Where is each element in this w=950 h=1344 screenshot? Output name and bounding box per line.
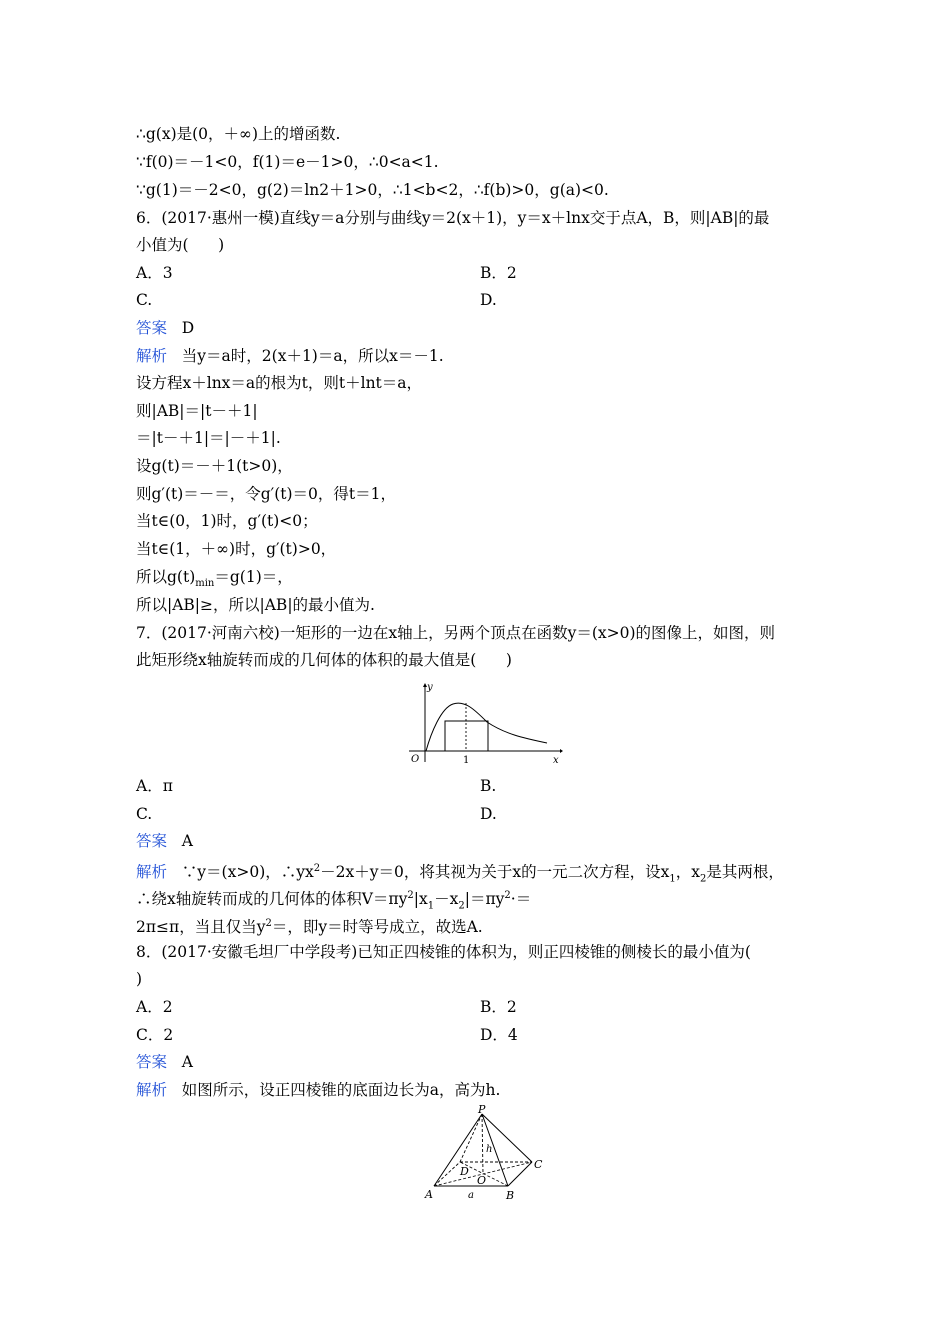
analysis-label: 解析 bbox=[136, 1081, 168, 1099]
text-line: 当t∈(1，＋∞)时，g′(t)>0， bbox=[136, 540, 337, 558]
option-c: C．2 bbox=[136, 1026, 174, 1044]
text-fragment: ＝，即y＝时等号成立，故选A. bbox=[271, 918, 483, 937]
analysis-line bbox=[136, 346, 444, 366]
tick-1-label: 1 bbox=[463, 755, 470, 766]
text-line: 则g′(t)＝－＝，令g′(t)＝0，得t＝1， bbox=[136, 485, 396, 503]
question-6-stem-cont: 小值为( ) bbox=[136, 236, 225, 254]
analysis-line bbox=[136, 859, 784, 889]
text-fragment: ，x bbox=[675, 863, 700, 882]
text-fragment: 是其两根， bbox=[706, 863, 784, 882]
analysis-label: 解析 bbox=[136, 863, 168, 882]
text-line bbox=[136, 567, 293, 594]
option-b: B．2 bbox=[480, 264, 517, 282]
function-graph-figure bbox=[405, 678, 565, 768]
text-fragment: ·＝ bbox=[510, 890, 532, 909]
text-line: 则|AB|＝|t－＋1| bbox=[136, 402, 258, 420]
option-c: C. bbox=[136, 805, 153, 823]
height-line bbox=[482, 1114, 483, 1174]
option-d: D. bbox=[480, 805, 497, 823]
text-fragment: －x bbox=[434, 890, 459, 909]
x-axis-arrow bbox=[560, 749, 563, 753]
text-fragment: －2x＋y＝0，将其视为关于x的一元二次方程，设x bbox=[320, 863, 670, 882]
text-fragment: |＝πy bbox=[464, 890, 505, 909]
vertex-b-label: B bbox=[506, 1189, 515, 1202]
option-a: A．π bbox=[136, 777, 173, 795]
height-h-label: h bbox=[486, 1144, 493, 1155]
answer-label: 答案 bbox=[136, 319, 168, 337]
answer-value: D bbox=[181, 319, 195, 337]
text-line: ∴g(x)是(0，＋∞)上的增函数. bbox=[136, 125, 341, 143]
text-line bbox=[136, 914, 483, 937]
superscript: 2 bbox=[504, 890, 511, 901]
analysis-text: 当y＝a时，2(x＋1)＝a，所以x＝－1. bbox=[181, 347, 444, 365]
curve bbox=[426, 703, 547, 751]
superscript: 2 bbox=[265, 918, 272, 929]
text-fragment: |x bbox=[413, 890, 428, 909]
text-fragment: ∵y＝(x>0)，∴yx bbox=[181, 863, 314, 882]
text-fragment: 2π≤π，当且仅当y bbox=[136, 918, 266, 937]
analysis-text: 如图所示，设正四棱锥的底面边长为a，高为h. bbox=[181, 1081, 501, 1099]
side-a-label: a bbox=[468, 1190, 474, 1201]
subscript: 2 bbox=[699, 873, 707, 885]
text-line: 设g(t)＝－＋1(t>0)， bbox=[136, 457, 293, 475]
vertex-d-label: D bbox=[460, 1165, 469, 1178]
text-line: 设方程x＋lnx＝a的根为t，则t＋lnt＝a， bbox=[136, 374, 423, 392]
subscript: 2 bbox=[458, 900, 465, 912]
answer-value: A bbox=[181, 1053, 193, 1071]
answer-line bbox=[136, 831, 193, 851]
edge-bc bbox=[508, 1162, 532, 1186]
answer-line bbox=[136, 318, 194, 338]
question-8-stem: 8．(2017·安徽毛坦厂中学段考)已知正四棱锥的体积为，则正四棱锥的侧棱长的最小值为( bbox=[136, 943, 751, 961]
y-label: y bbox=[427, 682, 433, 693]
answer-value: A bbox=[181, 832, 193, 850]
text-line: ∵f(0)＝－1<0，f(1)＝e－1>0，∴0<a<1. bbox=[136, 153, 439, 171]
rectangle bbox=[445, 721, 488, 751]
superscript: 2 bbox=[407, 890, 414, 901]
question-7-stem: 7．(2017·河南六校)一矩形的一边在x轴上，另两个顶点在函数y＝(x>0)的图像上，如图，则 bbox=[136, 624, 776, 642]
option-d: D．4 bbox=[480, 1026, 518, 1044]
text-line: ＝|t－＋1|＝|－＋1|. bbox=[136, 429, 281, 447]
subscript: min bbox=[195, 578, 215, 590]
vertex-a-label: A bbox=[425, 1188, 433, 1201]
question-7-stem-cont: 此矩形绕x轴旋转而成的几何体的体积的最大值是( ) bbox=[136, 651, 512, 669]
option-a: A．2 bbox=[136, 998, 173, 1016]
text-line: 当t∈(0，1)时，g′(t)<0； bbox=[136, 512, 318, 530]
text-line: 所以|AB|≥，所以|AB|的最小值为. bbox=[136, 596, 375, 614]
option-c: C. bbox=[136, 291, 153, 309]
option-d: D. bbox=[480, 291, 497, 309]
text-fragment: 所以g(t) bbox=[136, 568, 196, 586]
analysis-label: 解析 bbox=[136, 347, 168, 365]
vertex-p-label: P bbox=[478, 1104, 486, 1116]
text-line: ∵g(1)＝－2<0，g(2)＝ln2＋1>0，∴1<b<2，∴f(b)>0，g(a)<0. bbox=[136, 181, 609, 199]
x-label: x bbox=[553, 755, 559, 766]
option-b: B. bbox=[480, 777, 497, 795]
text-line bbox=[136, 886, 531, 916]
question-6-stem: 6．(2017·惠州一模)直线y＝a分别与曲线y＝2(x＋1)，y＝x＋lnx交于点A，B，则|AB|的最 bbox=[136, 209, 770, 227]
answer-label: 答案 bbox=[136, 1053, 168, 1071]
center-o-label: O bbox=[477, 1174, 487, 1187]
option-b: B．2 bbox=[480, 998, 517, 1016]
text-fragment: ＝g(1)＝， bbox=[214, 568, 293, 586]
option-a: A．3 bbox=[136, 264, 173, 282]
vertex-c-label: C bbox=[534, 1158, 543, 1171]
edge-pa bbox=[434, 1114, 482, 1186]
subscript: 1 bbox=[669, 873, 676, 885]
edge-pd bbox=[460, 1114, 482, 1162]
superscript: 2 bbox=[313, 863, 321, 874]
answer-line bbox=[136, 1052, 193, 1072]
answer-label: 答案 bbox=[136, 832, 168, 850]
question-8-stem-cont: ) bbox=[136, 970, 143, 988]
subscript: 1 bbox=[427, 900, 435, 912]
analysis-line bbox=[136, 1080, 500, 1100]
pyramid-figure bbox=[422, 1104, 552, 1204]
origin-label: O bbox=[411, 754, 420, 765]
text-fragment: ∴绕x轴旋转而成的几何体的体积V＝πy bbox=[136, 890, 408, 909]
